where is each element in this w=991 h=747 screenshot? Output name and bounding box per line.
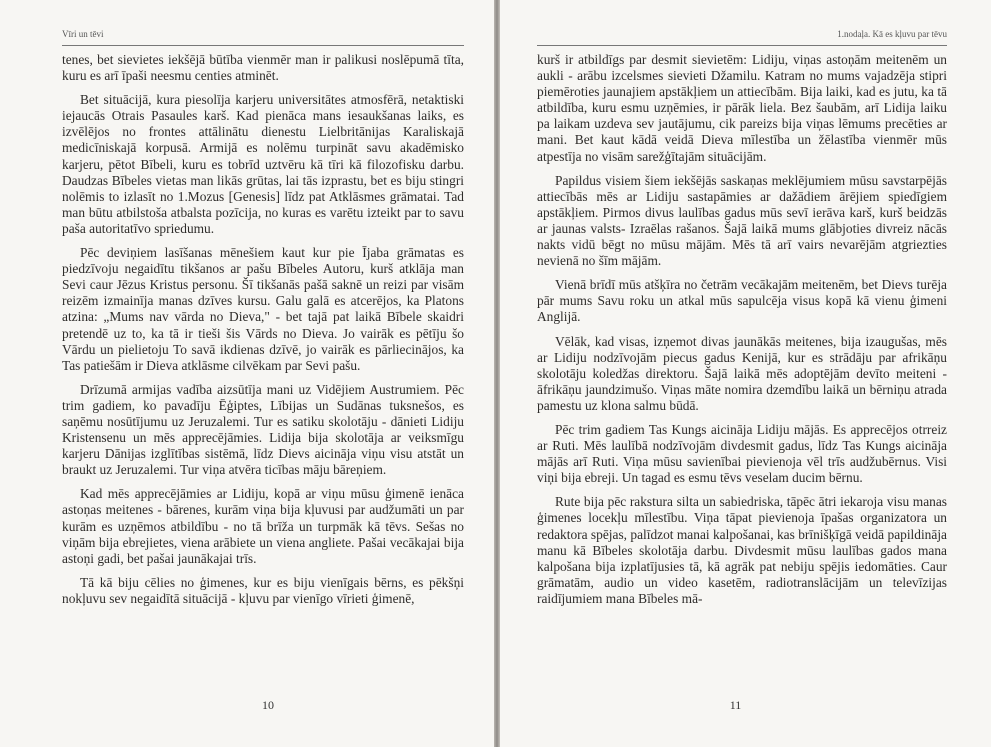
left-page-text	[62, 52, 464, 607]
paragraph: Vienā brīdī mūs atšķīra no četrām vecākajām meitenēm, bet Dievs turēja pār mums Savu roku un atkal mūs sapulcēja visus kopā kā vienu ģimeni Anglijā.	[537, 277, 947, 325]
right-page	[500, 0, 991, 747]
right-running-head: 1.nodaļa. Kā es kļuvu par tēvu	[837, 29, 947, 39]
paragraph: Drīzumā armijas vadība aizsūtīja mani uz Vidējiem Austrumiem. Pēc trim gadiem, ko pavadīju Ēģiptes, Lībijas un Sudānas tuksnešos, es saņēmu nosūtījumu uz Jeruzalemi. Tur es satiku skolotāju - dānieti Lidiju Kristensenu un mēs apprecējāmies. Lidija bija skolotāja ar veiksmīgu karjeru Dānijas izglītības sistēmā, līdz Dievs aicināja viņu visu atstāt un braukt uz Jeruzalemi. Tur viņa atvēra ticības māju bāreņiem.	[62, 381, 464, 478]
right-header-rule	[537, 45, 947, 46]
left-page	[0, 0, 494, 747]
paragraph: Papildus visiem šiem iekšējās saskaņas meklējumiem mūsu savstarpējās attiecībās mēs ar Lidiju sastapāmies ar dažādiem ārējiem spiedīgiem apstākļiem. Pirmos divus laulības gadus mūs sevī ierāva karš, kurš beidzās ar jaunas valsts- Izraēlas rašanos. Šajā laikā mums glābjoties divreiz nācās nakts vidū bēgt no mūsu mājām. Mēs tā arī vairs nevarējām atgriezties nevienā no šīm mājām.	[537, 172, 947, 269]
left-running-head: Vīri un tēvi	[62, 29, 104, 39]
paragraph: Rute bija pēc rakstura silta un sabiedriska, tāpēc ātri iekaroja visu manas ģimenes locekļu mīlestību. Viņa tāpat pievienoja īpašas organizatora un redaktora spējas, palīdzot manai kalpošanai, kas brīnišķīgā veidā papildināja manu kā Bībeles skolotāja darbu. Divdesmit mūsu laulības gados mana kalpošana bija izplatījusies tā, kā agrāk pat nebiju spējis iedomāties. Caur grāmatām, audio un video kasetēm, radiotranslācijām un televīzijas raidījumiem mana Bībeles mā-	[537, 494, 947, 606]
paragraph: Tā kā biju cēlies no ģimenes, kur es biju vienīgais bērns, es pēkšņi nokļuvu sev negaidītā situācijā - kļuvu par vienīgo vīrieti ģimenē,	[62, 574, 464, 606]
paragraph: kurš ir atbildīgs par desmit sievietēm: Lidiju, viņas astoņām meitenēm un aukli - arābu izcelsmes sievieti Džamilu. Katram no mums vajadzēja stipri piemēroties jaunajiem apstākļiem un attiecībām. Bija laiki, kad es jutu, ka tā atbildība, kuru esmu uzņēmies, ir pārāk liela. Bez šaubām, arī Lidija laiku pa laikam uzdeva sev jautājumu, cik pareizs bija viņas lēmums precēties ar mani. Bet kaut kādā veidā Dieva mīlestība un žēlastība vienmēr mūs atpestīja no visām sarežģītajām situācijām.	[537, 52, 947, 164]
left-header-rule	[62, 45, 464, 46]
paragraph: Pēc trim gadiem Tas Kungs aicināja Lidiju mājās. Es apprecējos otrreiz ar Ruti. Mēs laulībā nodzīvojām divdesmit gadus, līdz Tas Kungs aicināja mājās arī Ruti. Viņa mūsu savienībai pievienoja vēl trīs audžubērnus. Visi viņi bija ebreji. Un tagad es esmu tēvs veselam ducim bērnu.	[537, 421, 947, 486]
right-page-text	[537, 52, 947, 607]
left-page-number: 10	[262, 698, 274, 712]
paragraph: Pēc deviņiem lasīšanas mēnešiem kaut kur pie Ījaba grāmatas es piedzīvoju negaidītu tikšanos ar pašu Bībeles Autoru, kurš atklāja man Sevi caur Jēzus Kristus personu. Šī tikšanās pašā saknē un reizi par visām reizēm izmainīja manas dzīves kursu. Galu galā es atcerējos, ka Platons atzina: „Mums nav vārda no Dieva," - bet tajā pat laikā Bībele skaidri pretendē uz to, ka tā ir tieši šis Vārds no Dieva. Jo vairāk es pētīju šo Vārdu un pielietoju To savā ikdienas dzīvē, jo vairāk es pārliecinājos, ka Tas patiešām ir Dieva atklāsme cilvēkam par Sevi pašu.	[62, 245, 464, 373]
paragraph: Vēlāk, kad visas, izņemot divas jaunākās meitenes, bija izaugušas, mēs ar Lidiju nodzīvojām piecus gadus Kenijā, kur es strādāju par afrikāņu skolotāju koledžas direktoru. Šajā laikā mēs adoptējām devīto meiteni - āfrikāņu jaundzimušo. Viņas māte nomira dzemdību laikā un bērniņu atrada pamestu uz klona salmu būdā.	[537, 333, 947, 413]
paragraph: tenes, bet sievietes iekšējā būtība vienmēr man ir palikusi noslēpumā tīta, kuru es arī īpaši neesmu centies atminēt.	[62, 52, 464, 84]
paragraph: Bet situācijā, kura piesolīja karjeru universitātes atmosfērā, netaktiski iejaucās Otrais Pasaules karš. Kad pienāca mans iesaukšanas laiks, es izvēlējos no frontes attālinātu dienestu Lielbritānijas Karaliskajā medicīniskajā korpusā. Armijā es nolēmu turpināt savu akadēmisko karjeru, pētot Bībeli, kuru es tobrīd uztvēru kā tīri kā filozofisku darbu. Daudzas Bībeles vietas man likās grūtas, lai tās izprastu, bet es biju stingri nolēmis to izlasīt no 1.Mozus [Genesis] līdz pat Atklāsmes grāmatai. Tad man būtu atbilstoša atbalsta pozīcija, no kuras es varētu izteikt par to savu paša autoritatīvo spriedumu.	[62, 92, 464, 236]
right-page-number: 11	[729, 698, 742, 712]
paragraph: Kad mēs apprecējāmies ar Lidiju, kopā ar viņu mūsu ģimenē ienāca astoņas meitenes - bārenes, kurām viņa bija kļuvusi par audžumāti un par kurām es uzņēmos atbildību - no tā brīža un turpmāk kā tēvs. Sešas no viņām bija ebrejietes, viena arābiete un viena angliete. Pašai vecākajai bija astoņi gadi, bet pašai jaunākajai trīs.	[62, 486, 464, 566]
